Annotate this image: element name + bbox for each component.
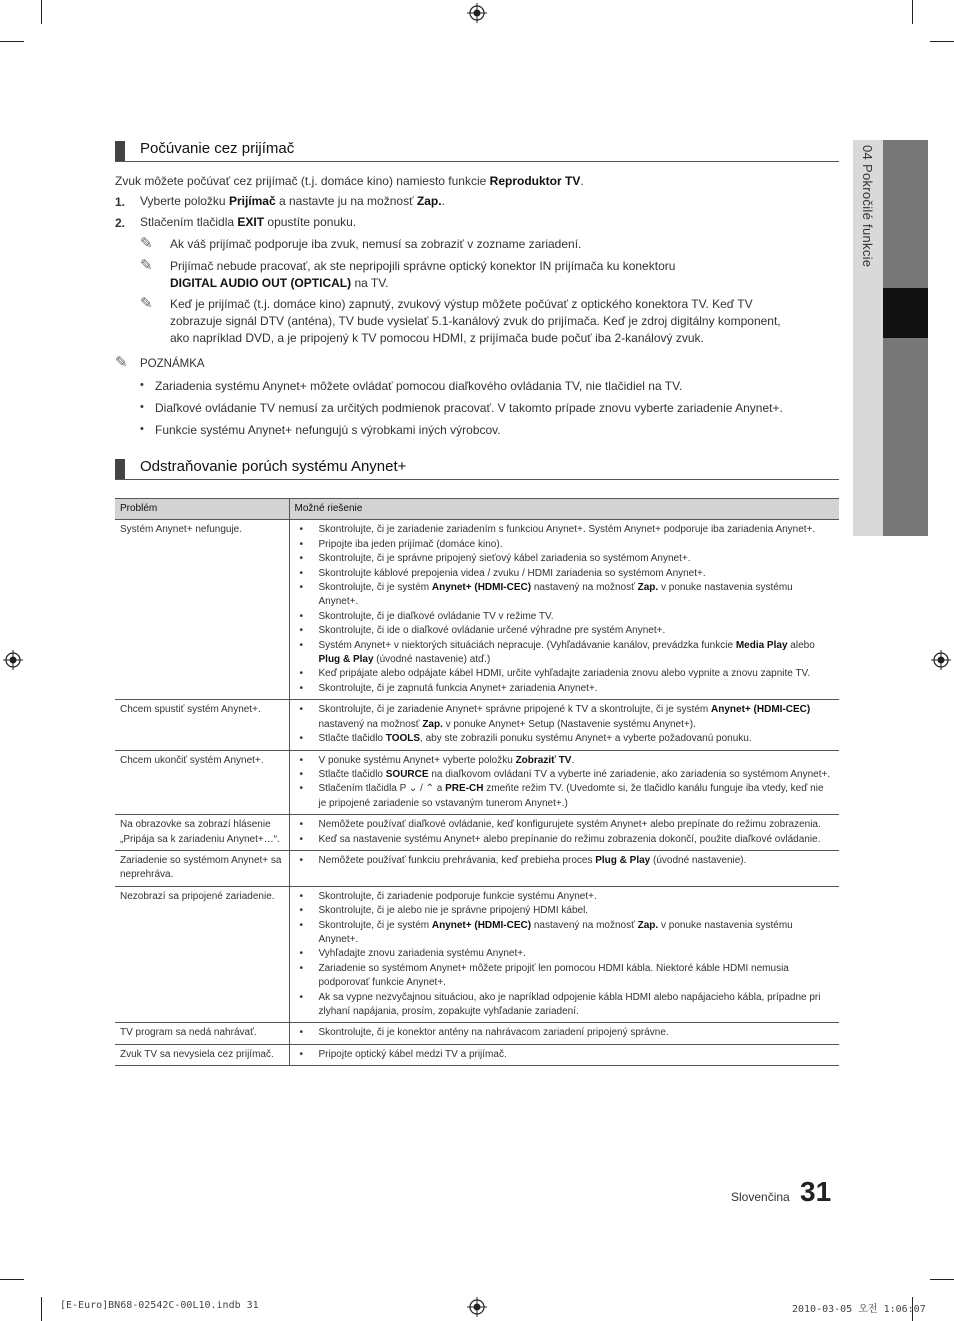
solution-cell bbox=[289, 700, 839, 750]
table-row bbox=[115, 1044, 839, 1065]
table-body bbox=[115, 520, 839, 1066]
step-text: opustíte ponuku. bbox=[264, 215, 357, 229]
solution-item: • V ponuke systému Anynet+ vyberte položku Zobraziť TV. bbox=[295, 754, 835, 768]
solution-item: • Keď sa nastavenie systému Anynet+ alebo prepínanie do režimu zobrazenia dokončí, použite diaľkové ovládanie. bbox=[295, 833, 835, 847]
solution-cell bbox=[289, 750, 839, 815]
registration-mark-icon bbox=[931, 650, 951, 670]
intro-end: . bbox=[580, 174, 584, 188]
table-row bbox=[115, 750, 839, 815]
solution-item: • Skontrolujte, či je systém Anynet+ (HDMI-CEC) nastavený na možnosť Zap. v ponuke nastavenia systému Anynet+. bbox=[295, 581, 835, 610]
solution-list bbox=[295, 1048, 835, 1062]
solution-item: • Skontrolujte, či ide o diaľkové ovládanie určené výhradne pre systém Anynet+. bbox=[295, 624, 835, 638]
solution-cell bbox=[289, 520, 839, 700]
solution-item: • Skontrolujte, či je alebo nie je správne pripojený HDMI kábel. bbox=[295, 904, 835, 918]
solution-item: • Skontrolujte, či je diaľkové ovládanie TV v režime TV. bbox=[295, 610, 835, 624]
note-bullet: Diaľkové ovládanie TV nemusí za určitých podmienok pracovať. V takomto prípade znovu vyberte zariadenie Anynet+. bbox=[155, 401, 783, 415]
step-text: Stlačením tlačidla bbox=[140, 215, 238, 229]
crop-mark bbox=[930, 41, 954, 42]
registration-mark-icon bbox=[467, 3, 487, 23]
table-row bbox=[115, 520, 839, 700]
solution-item: • Vyhľadajte znovu zariadenia systému Anynet+. bbox=[295, 947, 835, 961]
column-header-problem: Problém bbox=[115, 499, 289, 520]
registration-mark-icon bbox=[467, 1297, 487, 1317]
solution-cell bbox=[289, 1023, 839, 1044]
solution-item: • Nemôžete používať diaľkové ovládanie, keď konfigurujete systém Anynet+ alebo prepínate do režimu zobrazenia. bbox=[295, 818, 835, 832]
solution-item: • Nemôžete používať funkciu prehrávania, keď prebieha proces Plug & Play (úvodné nastavenie). bbox=[295, 854, 835, 868]
solution-item: • Skontrolujte, či je zapnutá funkcia Anynet+ zariadenia Anynet+. bbox=[295, 682, 835, 696]
step-bold: EXIT bbox=[237, 215, 265, 229]
solution-item: • Skontrolujte, či je zariadenie zariadením s funkciou Anynet+. Systém Anynet+ podporuje iba zariadenia Anynet+. bbox=[295, 523, 835, 537]
solution-item: • Systém Anynet+ v niektorých situáciách nepracuje. (Vyhľadávanie kanálov, prevádzka funkcie Media Play alebo Plug & Play (úvodné nastavenie) atď.) bbox=[295, 639, 835, 668]
chapter-tab-active-block bbox=[883, 288, 928, 338]
note-bullet: Zariadenia systému Anynet+ môžete ovládať pomocou diaľkového ovládania TV, nie tlačidiel na TV. bbox=[155, 379, 683, 393]
problem-cell: Nezobrazí sa pripojené zariadenie. bbox=[115, 886, 289, 1023]
step-number: 1. bbox=[115, 195, 126, 209]
solution-item: • Skontrolujte, či je konektor antény na nahrávacom zariadení pripojený správne. bbox=[295, 1026, 835, 1040]
bullet: • bbox=[140, 379, 144, 391]
pencil-note-icon: ✎ bbox=[140, 235, 153, 252]
note-3 bbox=[170, 296, 781, 347]
solution-item: • Skontrolujte káblové prepojenia videa / zvuku / HDMI zariadenia so systémom Anynet+. bbox=[295, 567, 835, 581]
chapter-label: 04 Pokročilé funkcie bbox=[860, 145, 875, 268]
crop-mark bbox=[41, 1297, 42, 1321]
step-1 bbox=[140, 193, 445, 210]
problem-cell: TV program sa nedá nahrávať. bbox=[115, 1023, 289, 1044]
chapter-tab-block bbox=[883, 338, 928, 536]
problem-cell: Zvuk TV sa nevysiela cez prijímač. bbox=[115, 1044, 289, 1065]
problem-cell: Na obrazovke sa zobrazí hlásenie „Pripája sa k zariadeniu Anynet+…“. bbox=[115, 815, 289, 851]
section-heading-troubleshooting bbox=[115, 458, 839, 480]
table-row bbox=[115, 700, 839, 750]
step-bold: Zap. bbox=[416, 194, 442, 208]
note-line bbox=[170, 275, 675, 292]
intro-bold: Reproduktor TV bbox=[489, 174, 581, 188]
solution-cell bbox=[289, 1044, 839, 1065]
heading-bar bbox=[115, 141, 125, 161]
solution-item: • Skontrolujte, či je správne pripojený sieťový kábel zariadenia so systémom Anynet+. bbox=[295, 552, 835, 566]
solution-item: • Stlačte tlačidlo TOOLS, aby ste zobrazili ponuku systému Anynet+ a vyberte požadovanú ponuku. bbox=[295, 732, 835, 746]
note-bullet: Funkcie systému Anynet+ nefungujú s výrobkami iných výrobcov. bbox=[155, 423, 501, 437]
intro-paragraph bbox=[115, 173, 584, 190]
table-row bbox=[115, 850, 839, 886]
pencil-note-icon: ✎ bbox=[140, 257, 153, 274]
bullet: • bbox=[140, 423, 144, 435]
table-header-row bbox=[115, 499, 839, 520]
note-2 bbox=[170, 258, 675, 292]
solution-list bbox=[295, 1026, 835, 1040]
solution-list bbox=[295, 754, 835, 812]
table-row bbox=[115, 815, 839, 851]
note-line: Keď je prijímač (t.j. domáce kino) zapnutý, zvukový výstup môžete počúvať z optického konektora TV. Keď TV bbox=[170, 297, 753, 311]
solution-list bbox=[295, 818, 835, 847]
pencil-note-icon: ✎ bbox=[115, 354, 128, 371]
problem-cell: Chcem ukončiť systém Anynet+. bbox=[115, 750, 289, 815]
note-bold: DIGITAL AUDIO OUT (OPTICAL) bbox=[170, 276, 352, 290]
registration-mark-icon bbox=[3, 650, 23, 670]
solution-list bbox=[295, 854, 835, 868]
note-1: Ak váš prijímač podporuje iba zvuk, nemusí sa zobraziť v zozname zariadení. bbox=[170, 237, 582, 251]
note-line: zobrazuje signál DTV (anténa), TV bude vysielať 5.1-kanálový zvuk do prijímača. Keď je zdroj digitálny komponent, bbox=[170, 314, 781, 328]
step-text: a nastavte ju na možnosť bbox=[275, 194, 417, 208]
crop-mark bbox=[0, 1279, 24, 1280]
pencil-note-icon: ✎ bbox=[140, 295, 153, 312]
crop-mark bbox=[41, 0, 42, 24]
intro-text: Zvuk môžete počúvať cez prijímač (t.j. domáce kino) namiesto funkcie bbox=[115, 174, 490, 188]
problem-cell: Zariadenie so systémom Anynet+ sa neprehráva. bbox=[115, 850, 289, 886]
section-title: Odstraňovanie porúch systému Anynet+ bbox=[140, 458, 407, 475]
table-row bbox=[115, 1023, 839, 1044]
crop-mark bbox=[912, 0, 913, 24]
crop-mark bbox=[0, 41, 24, 42]
step-text: . bbox=[441, 194, 445, 208]
problem-cell: Systém Anynet+ nefunguje. bbox=[115, 520, 289, 700]
solution-item: • Skontrolujte, či zariadenie podporuje funkcie systému Anynet+. bbox=[295, 890, 835, 904]
crop-mark bbox=[930, 1279, 954, 1280]
bullet: • bbox=[140, 401, 144, 413]
solution-item: • Skontrolujte, či je systém Anynet+ (HDMI-CEC) nastavený na možnosť Zap. v ponuke nastavenia systému Anynet+. bbox=[295, 919, 835, 948]
solution-item: • Skontrolujte, či je zariadenie Anynet+ správne pripojené k TV a skontrolujte, či je systém Anynet+ (HDMI-CEC) nastavený na možnosť Zap. v ponuke Anynet+ Setup (Nastavenie systému Anynet+). bbox=[295, 703, 835, 732]
section-title: Počúvanie cez prijímač bbox=[140, 140, 295, 157]
solution-list bbox=[295, 523, 835, 696]
column-header-solution: Možné riešenie bbox=[289, 499, 839, 520]
solution-item: • Zariadenie so systémom Anynet+ môžete pripojiť len pomocou HDMI kábla. Niektoré káble HDMI nemusia podporovať funkcie Anynet+. bbox=[295, 962, 835, 991]
solution-item: • Stlačením tlačidla P ⌄ / ⌃ a PRE-CH zmeňte režim TV. (Uvedomte si, že tlačidlo kanálu funguje iba vtedy, keď nie je pripojené zariadenie so vstavaným tunerom Anynet+.) bbox=[295, 782, 835, 811]
note-line: ako napríklad DVD, a je pripojený k TV pomocou HDMI, z prijímača bude počuť iba 2-kanálový zvuk. bbox=[170, 331, 704, 345]
troubleshooting-table bbox=[115, 498, 839, 1066]
problem-cell: Chcem spustiť systém Anynet+. bbox=[115, 700, 289, 750]
print-slug-file: [E-Euro]BN68-02542C-00L10.indb 31 bbox=[60, 1300, 259, 1311]
step-bold: Prijímač bbox=[228, 194, 276, 208]
solution-item: • Pripojte optický kábel medzi TV a prijímač. bbox=[295, 1048, 835, 1062]
heading-bar bbox=[115, 459, 125, 479]
step-2 bbox=[140, 214, 356, 231]
solution-item: • Keď pripájate alebo odpájate kábel HDMI, určite vyhľadajte zariadenia znovu alebo vypnite a znovu zapnite TV. bbox=[295, 667, 835, 681]
poznamka-label: POZNÁMKA bbox=[140, 358, 205, 370]
section-heading-receiver bbox=[115, 140, 839, 162]
solution-cell bbox=[289, 815, 839, 851]
solution-list bbox=[295, 890, 835, 1020]
print-slug-date: 2010-03-05 오전 1:06:07 bbox=[792, 1304, 926, 1315]
solution-cell bbox=[289, 850, 839, 886]
solution-item: • Ak sa vypne nezvyčajnou situáciou, ako je napríklad odpojenie kábla HDMI alebo napájacieho kábla, prípadne pri zlyhaní napájania, prosím, zopakujte vyhľadanie zariadení. bbox=[295, 991, 835, 1020]
solution-item: • Pripojte iba jeden prijímač (domáce kino). bbox=[295, 538, 835, 552]
step-number: 2. bbox=[115, 216, 126, 230]
step-text: Vyberte položku bbox=[140, 194, 229, 208]
table-row bbox=[115, 886, 839, 1023]
note-text: na TV. bbox=[351, 276, 389, 290]
page-number: 31 bbox=[800, 1176, 832, 1207]
solution-cell bbox=[289, 886, 839, 1023]
chapter-tab-block bbox=[883, 140, 928, 288]
footer-language: Slovenčina bbox=[731, 1190, 790, 1204]
solution-list bbox=[295, 703, 835, 746]
solution-item: • Stlačte tlačidlo SOURCE na diaľkovom ovládaní TV a vyberte iné zariadenie, ako zariadenia so systémom Anynet+. bbox=[295, 768, 835, 782]
note-line: Prijímač nebude pracovať, ak ste nepripojili správne optický konektor IN prijímača ku konektoru bbox=[170, 259, 676, 273]
